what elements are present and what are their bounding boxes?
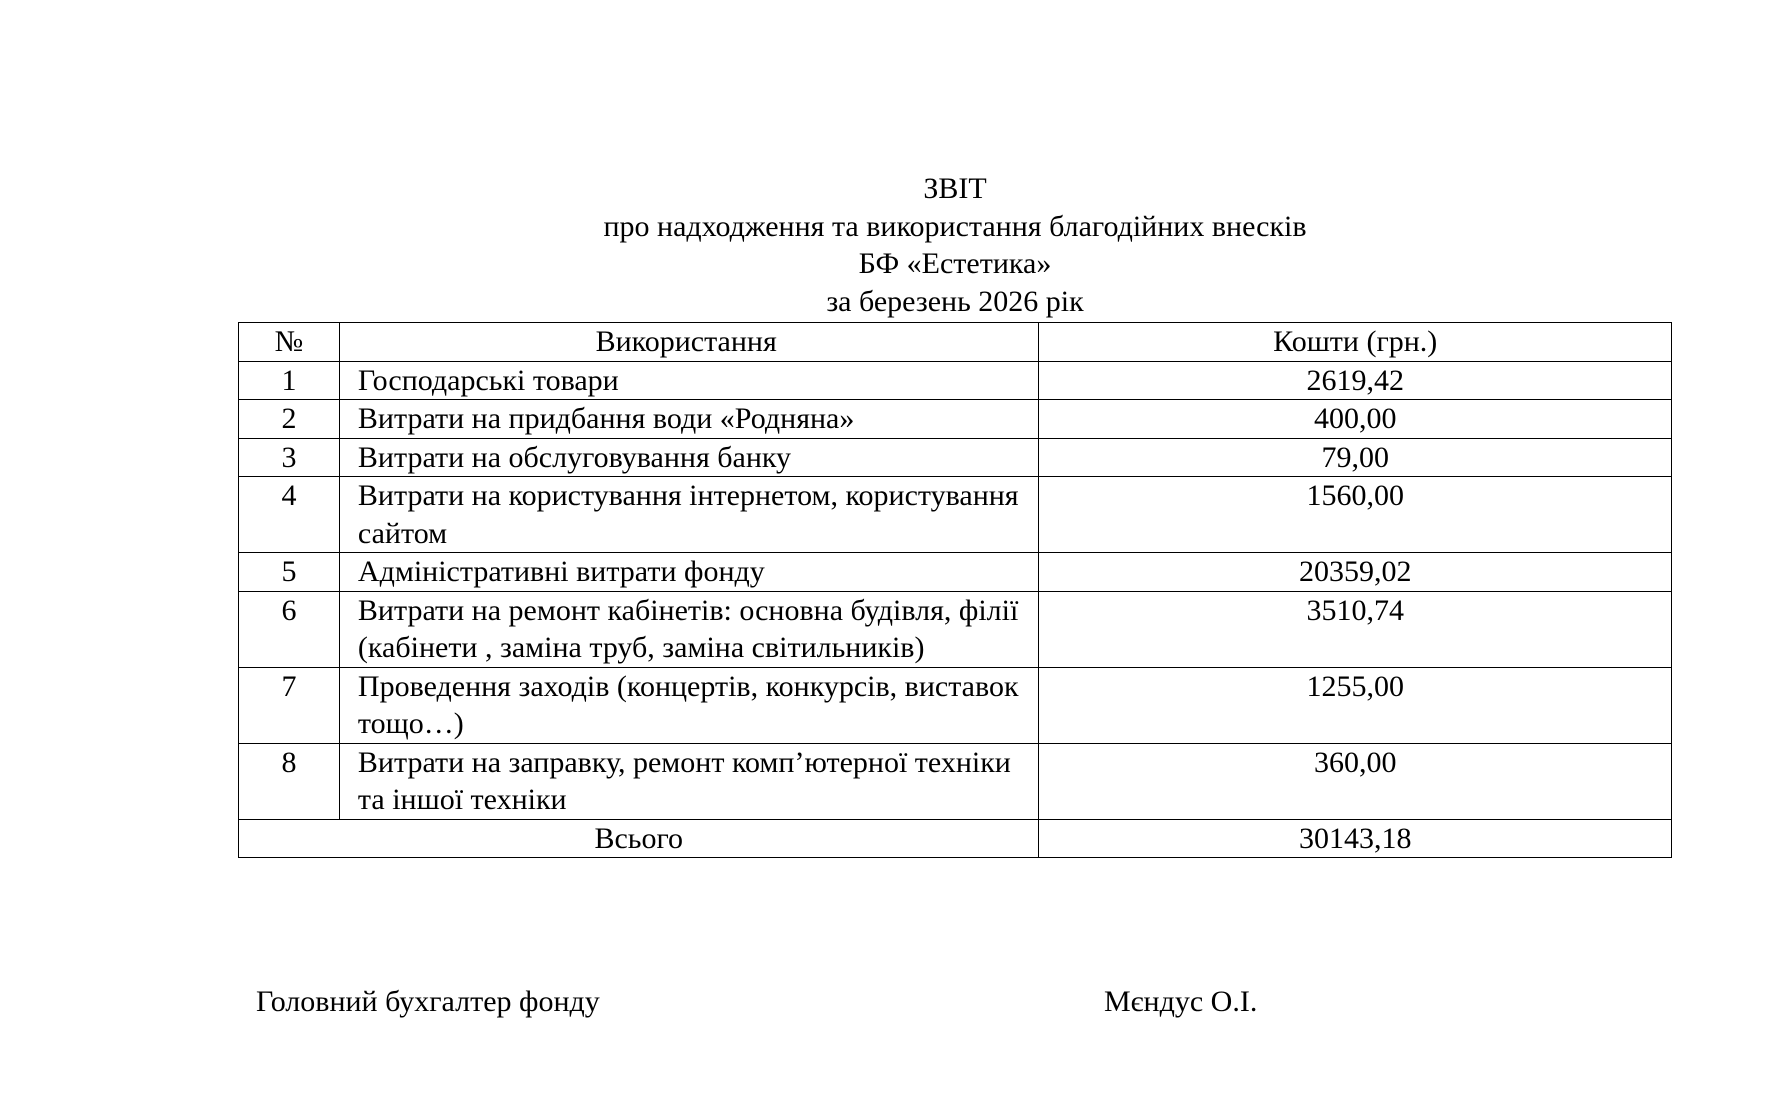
column-header-usage: Використання (339, 323, 1039, 362)
table-header-row (239, 323, 1672, 362)
expenses-table (238, 322, 1672, 858)
row-amount: 3510,74 (1039, 591, 1672, 667)
column-header-amount: Кошти (грн.) (1039, 323, 1672, 362)
column-header-number: № (239, 323, 340, 362)
row-amount: 20359,02 (1039, 553, 1672, 592)
total-row (239, 819, 1672, 858)
row-amount: 360,00 (1039, 743, 1672, 819)
row-number: 3 (239, 438, 340, 477)
signature-role: Головний бухгалтер фонду (256, 985, 600, 1018)
row-usage: Проведення заходів (концертів, конкурсів, виставок тощо…) (339, 667, 1039, 743)
row-number: 5 (239, 553, 340, 592)
row-amount: 1560,00 (1039, 477, 1672, 553)
row-usage: Адміністративні витрати фонду (339, 553, 1039, 592)
table-row (239, 400, 1672, 439)
report-subtitle: про надходження та використання благодійних внесків (603, 209, 1307, 243)
organization-name: БФ «Естетика» (858, 247, 1052, 280)
row-usage: Витрати на користування інтернетом, користування сайтом (339, 477, 1039, 553)
report-period: за березень 2026 рік (826, 284, 1084, 318)
report-header (0, 170, 1776, 320)
row-amount: 1255,00 (1039, 667, 1672, 743)
report-title: ЗВІТ (923, 172, 987, 205)
row-usage: Витрати на обслуговування банку (339, 438, 1039, 477)
table-row (239, 667, 1672, 743)
total-amount: 30143,18 (1039, 819, 1672, 858)
row-number: 2 (239, 400, 340, 439)
table-row (239, 553, 1672, 592)
total-label: Всього (239, 819, 1039, 858)
table-row (239, 591, 1672, 667)
row-number: 4 (239, 477, 340, 553)
row-number: 8 (239, 743, 340, 819)
row-usage: Витрати на придбання води «Родняна» (339, 400, 1039, 439)
row-amount: 79,00 (1039, 438, 1672, 477)
row-number: 1 (239, 361, 340, 400)
table-row (239, 438, 1672, 477)
row-usage: Господарські товари (339, 361, 1039, 400)
row-number: 6 (239, 591, 340, 667)
row-amount: 400,00 (1039, 400, 1672, 439)
row-usage: Витрати на заправку, ремонт комп’ютерної техніки та іншої техніки (339, 743, 1039, 819)
table-row (239, 361, 1672, 400)
table-row (239, 477, 1672, 553)
row-number: 7 (239, 667, 340, 743)
row-usage: Витрати на ремонт кабінетів: основна будівля, філії (кабінети , заміна труб, заміна світильників) (339, 591, 1039, 667)
signature-name: Мєндус О.І. (1104, 985, 1258, 1018)
row-amount: 2619,42 (1039, 361, 1672, 400)
table-row (239, 743, 1672, 819)
